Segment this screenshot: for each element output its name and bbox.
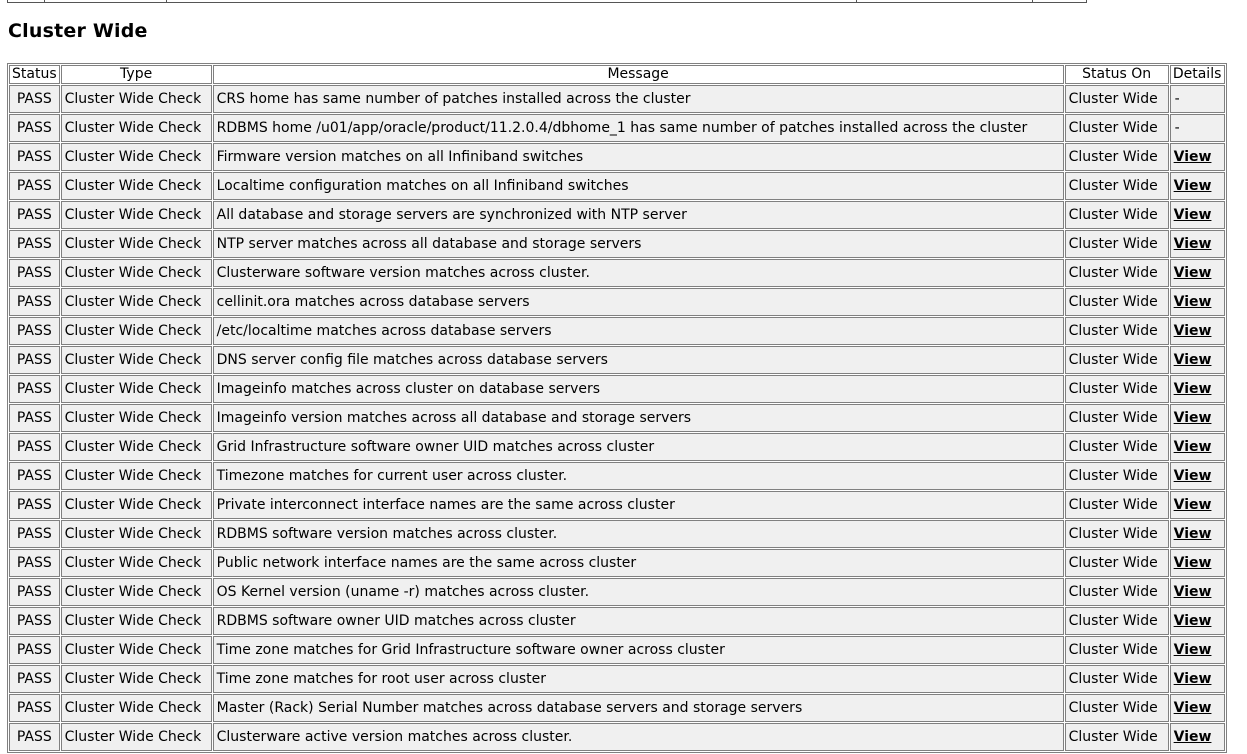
details-cell [1170,346,1225,374]
type-cell: Cluster Wide Check [61,578,212,606]
view-details-link[interactable]: View [1173,613,1212,629]
message-cell: Imageinfo matches across cluster on database servers [213,375,1064,403]
type-cell: Cluster Wide Check [61,462,212,490]
type-cell: Cluster Wide Check [61,665,212,693]
cluster-wide-checks-table [7,63,1227,753]
status-on-cell: Cluster Wide [1065,172,1169,200]
table-row [9,346,1225,374]
view-details-link[interactable]: View [1173,149,1212,165]
message-cell: NTP server matches across all database and storage servers [213,230,1064,258]
table-row [9,578,1225,606]
view-details-link[interactable]: View [1173,700,1212,716]
status-cell: PASS [9,665,60,693]
section-title: Cluster Wide [8,20,148,42]
details-cell [1170,143,1225,171]
type-cell: Cluster Wide Check [61,201,212,229]
message-cell: DNS server config file matches across database servers [213,346,1064,374]
no-details-dash: - [1174,91,1180,107]
type-cell: Cluster Wide Check [61,288,212,316]
table-row [9,433,1225,461]
column-header-message: Message [213,65,1064,84]
table-row [9,607,1225,635]
details-cell [1170,172,1225,200]
view-details-link[interactable]: View [1173,323,1212,339]
status-on-cell: Cluster Wide [1065,375,1169,403]
status-on-cell: Cluster Wide [1065,404,1169,432]
table-row [9,694,1225,722]
status-cell: PASS [9,317,60,345]
type-cell: Cluster Wide Check [61,230,212,258]
details-cell [1170,375,1225,403]
view-details-link[interactable]: View [1173,671,1212,687]
table-row [9,723,1225,751]
view-details-link[interactable]: View [1173,381,1212,397]
type-cell: Cluster Wide Check [61,172,212,200]
table-row [9,404,1225,432]
type-cell: Cluster Wide Check [61,259,212,287]
table-row [9,172,1225,200]
table-row [9,665,1225,693]
details-cell [1170,317,1225,345]
table-row [9,317,1225,345]
details-cell [1170,85,1225,113]
message-cell: Public network interface names are the same across cluster [213,549,1064,577]
status-cell: PASS [9,85,60,113]
view-details-link[interactable]: View [1173,729,1212,745]
previous-table-divider [166,0,167,3]
status-cell: PASS [9,520,60,548]
status-cell: PASS [9,346,60,374]
status-on-cell: Cluster Wide [1065,462,1169,490]
details-cell [1170,433,1225,461]
table-row [9,288,1225,316]
message-cell: CRS home has same number of patches installed across the cluster [213,85,1064,113]
type-cell: Cluster Wide Check [61,433,212,461]
details-cell [1170,520,1225,548]
details-cell [1170,201,1225,229]
status-cell: PASS [9,172,60,200]
previous-table-divider [1032,0,1033,3]
details-cell [1170,665,1225,693]
message-cell: Clusterware active version matches across cluster. [213,723,1064,751]
type-cell: Cluster Wide Check [61,723,212,751]
message-cell: OS Kernel version (uname -r) matches across cluster. [213,578,1064,606]
type-cell: Cluster Wide Check [61,636,212,664]
status-on-cell: Cluster Wide [1065,665,1169,693]
message-cell: Firmware version matches on all Infiniband switches [213,143,1064,171]
table-row [9,114,1225,142]
no-details-dash: - [1174,120,1180,136]
message-cell: Imageinfo version matches across all database and storage servers [213,404,1064,432]
status-on-cell: Cluster Wide [1065,520,1169,548]
message-cell: Time zone matches for Grid Infrastructure software owner across cluster [213,636,1064,664]
table-row [9,462,1225,490]
details-cell [1170,491,1225,519]
view-details-link[interactable]: View [1173,526,1212,542]
details-cell [1170,549,1225,577]
type-cell: Cluster Wide Check [61,549,212,577]
view-details-link[interactable]: View [1173,468,1212,484]
status-cell: PASS [9,230,60,258]
status-cell: PASS [9,288,60,316]
status-on-cell: Cluster Wide [1065,433,1169,461]
status-cell: PASS [9,462,60,490]
status-cell: PASS [9,636,60,664]
type-cell: Cluster Wide Check [61,143,212,171]
status-on-cell: Cluster Wide [1065,85,1169,113]
type-cell: Cluster Wide Check [61,520,212,548]
status-on-cell: Cluster Wide [1065,114,1169,142]
status-on-cell: Cluster Wide [1065,346,1169,374]
table-row [9,201,1225,229]
status-on-cell: Cluster Wide [1065,578,1169,606]
status-on-cell: Cluster Wide [1065,491,1169,519]
type-cell: Cluster Wide Check [61,694,212,722]
table-row [9,520,1225,548]
view-details-link[interactable]: View [1173,410,1212,426]
type-cell: Cluster Wide Check [61,114,212,142]
table-row [9,491,1225,519]
view-details-link[interactable]: View [1173,439,1212,455]
view-details-link[interactable]: View [1173,555,1212,571]
message-cell: Time zone matches for root user across cluster [213,665,1064,693]
type-cell: Cluster Wide Check [61,85,212,113]
status-cell: PASS [9,114,60,142]
type-cell: Cluster Wide Check [61,317,212,345]
type-cell: Cluster Wide Check [61,607,212,635]
type-cell: Cluster Wide Check [61,375,212,403]
status-on-cell: Cluster Wide [1065,201,1169,229]
status-cell: PASS [9,201,60,229]
status-on-cell: Cluster Wide [1065,636,1169,664]
table-row [9,549,1225,577]
status-on-cell: Cluster Wide [1065,607,1169,635]
view-details-link[interactable]: View [1173,294,1212,310]
message-cell: All database and storage servers are synchronized with NTP server [213,201,1064,229]
status-on-cell: Cluster Wide [1065,549,1169,577]
table-header-row [9,65,1225,84]
message-cell: Timezone matches for current user across cluster. [213,462,1064,490]
status-cell: PASS [9,549,60,577]
status-cell: PASS [9,404,60,432]
table-row [9,143,1225,171]
type-cell: Cluster Wide Check [61,404,212,432]
table-row [9,259,1225,287]
status-cell: PASS [9,694,60,722]
message-cell: cellinit.ora matches across database servers [213,288,1064,316]
status-on-cell: Cluster Wide [1065,723,1169,751]
message-cell: Clusterware software version matches across cluster. [213,259,1064,287]
status-cell: PASS [9,259,60,287]
details-cell [1170,694,1225,722]
message-cell: Master (Rack) Serial Number matches across database servers and storage servers [213,694,1064,722]
table-row [9,636,1225,664]
status-on-cell: Cluster Wide [1065,230,1169,258]
view-details-link[interactable]: View [1173,265,1212,281]
details-cell [1170,462,1225,490]
details-cell [1170,578,1225,606]
status-cell: PASS [9,143,60,171]
details-cell [1170,723,1225,751]
table-body [9,85,1225,751]
table-row [9,375,1225,403]
type-cell: Cluster Wide Check [61,346,212,374]
message-cell: Private interconnect interface names are the same across cluster [213,491,1064,519]
view-details-link[interactable]: View [1173,236,1212,252]
status-cell: PASS [9,433,60,461]
message-cell: RDBMS software owner UID matches across cluster [213,607,1064,635]
view-details-link[interactable]: View [1173,584,1212,600]
column-header-type: Type [61,65,212,84]
message-cell: RDBMS home /u01/app/oracle/product/11.2.0.4/dbhome_1 has same number of patches installed across the cluster [213,114,1064,142]
details-cell [1170,636,1225,664]
view-details-link[interactable]: View [1173,207,1212,223]
view-details-link[interactable]: View [1173,178,1212,194]
details-cell [1170,114,1225,142]
details-cell [1170,288,1225,316]
table-row [9,230,1225,258]
details-cell [1170,259,1225,287]
message-cell: /etc/localtime matches across database servers [213,317,1064,345]
view-details-link[interactable]: View [1173,352,1212,368]
previous-table-divider [856,0,857,3]
status-on-cell: Cluster Wide [1065,288,1169,316]
column-header-status-on: Status On [1065,65,1169,84]
previous-table-bottom-edge [7,0,1087,3]
details-cell [1170,404,1225,432]
status-cell: PASS [9,607,60,635]
status-cell: PASS [9,578,60,606]
details-cell [1170,607,1225,635]
view-details-link[interactable]: View [1173,642,1212,658]
type-cell: Cluster Wide Check [61,491,212,519]
message-cell: Grid Infrastructure software owner UID matches across cluster [213,433,1064,461]
status-cell: PASS [9,491,60,519]
column-header-status: Status [9,65,60,84]
status-on-cell: Cluster Wide [1065,694,1169,722]
details-cell [1170,230,1225,258]
previous-table-divider [44,0,45,3]
status-cell: PASS [9,375,60,403]
table-row [9,85,1225,113]
view-details-link[interactable]: View [1173,497,1212,513]
message-cell: RDBMS software version matches across cluster. [213,520,1064,548]
column-header-details: Details [1170,65,1225,84]
message-cell: Localtime configuration matches on all Infiniband switches [213,172,1064,200]
status-on-cell: Cluster Wide [1065,317,1169,345]
status-on-cell: Cluster Wide [1065,143,1169,171]
status-on-cell: Cluster Wide [1065,259,1169,287]
status-cell: PASS [9,723,60,751]
